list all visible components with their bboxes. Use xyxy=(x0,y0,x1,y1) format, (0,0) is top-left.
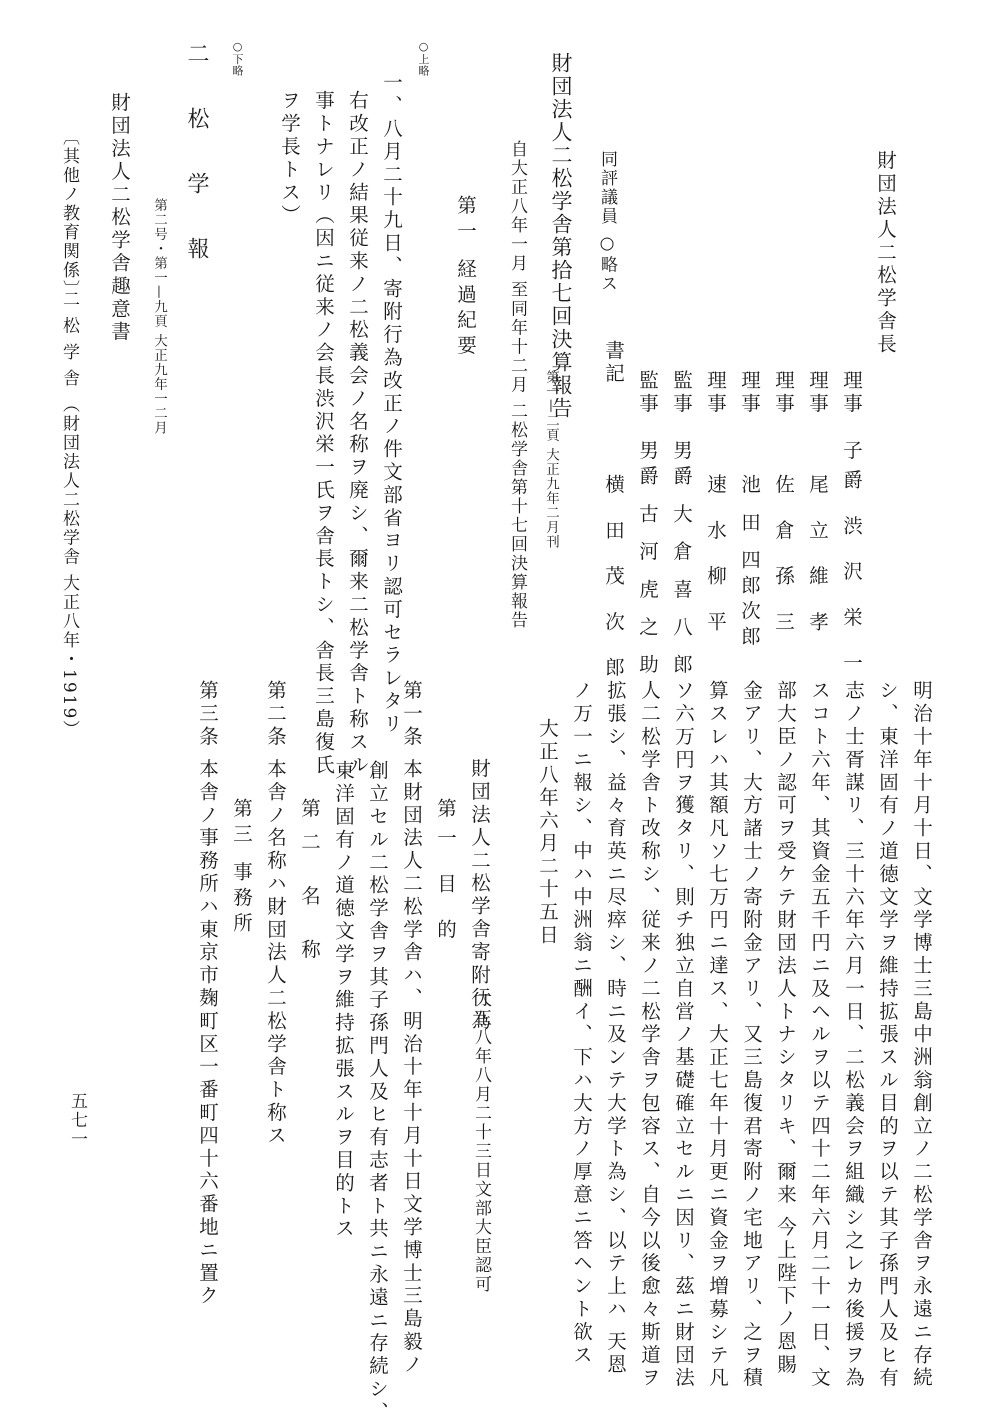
item1-line-3: 事トナレリ（因ニ従来ノ会長渋沢栄一氏ヲ舎長トシ、舎長三島復氏 xyxy=(312,90,335,777)
president-title: 財団法人二松学舎長 xyxy=(874,150,897,357)
officer-name-8: 横 田 茂 次 郎 xyxy=(602,474,625,687)
officer-role-6: 監事 xyxy=(670,370,693,416)
shuisho-title: 財団法人二松学舎趣意書 xyxy=(108,92,131,344)
officer-role-2: 理事 xyxy=(806,370,829,416)
officer-name-6: 男爵 大 倉 喜 八 郎 xyxy=(670,440,693,680)
officer-name-1: 子爵 渋 沢 栄 一 xyxy=(840,440,863,682)
report-title: 財団法人二松学舎第拾七回決算報告 xyxy=(549,52,573,420)
shuisho-line-7: 算スレハ其額凡ソ七万円ニ達ス、大正七年十月更ニ資金ヲ増募シテ凡 xyxy=(706,680,729,1390)
article2-text: 第二条 本舎ノ名称ハ財団法人二松学舎ト称ス xyxy=(264,680,287,1148)
shuisho-line-10: 拡張シ、益々育英ニ尽瘁シ、時ニ及ンテ大学ト為シ、以テ上ハ 天恩 xyxy=(604,680,627,1377)
shuisho-line-8: ソ六万円ヲ獲タリ、則チ独立自営ノ基礎確立セルニ因リ、茲ニ財団法 xyxy=(672,680,695,1390)
officer-name-7: 男爵 古 河 虎 之 助 xyxy=(636,440,659,680)
officer-name-2: 尾 立 維 孝 xyxy=(806,474,829,641)
chapter-two-heading: 第二 名 称 xyxy=(298,798,321,973)
section-one-heading: 第一 経過紀要 xyxy=(454,195,477,361)
officer-name-3: 佐 倉 孫 三 xyxy=(772,474,795,641)
chapter-one-heading: 第一 目 的 xyxy=(434,798,457,949)
shuisho-line-5: 部大臣ノ認可ヲ受ケテ財団法人トナシタリキ、爾来 今上陛下ノ恩賜 xyxy=(774,680,797,1377)
shuisho-line-1: 明治十年十月十日、文学博士三島中洲翁創立ノ二松学舎ヲ永遠ニ存続 xyxy=(910,680,933,1390)
report-period: 自大正八年一月 至同年十二月 二松学舎第十七回決算報告 xyxy=(507,140,527,630)
officer-role-5: 理事 xyxy=(704,370,727,416)
kifu-approval: 大正八年八月二十三日文部大臣認可 xyxy=(471,990,491,1294)
officer-role-8: 書記 xyxy=(602,340,625,386)
officer-role-7: 監事 xyxy=(636,370,659,416)
report-source: 第一—二頁 大正九年二月刊 xyxy=(543,370,559,550)
shuisho-line-2: シ、東洋固有ノ道徳文学ヲ維持拡張スル目的ヲ以テ其子孫門人及ヒ有 xyxy=(876,680,899,1390)
article3-text: 第三条 本舎ノ事務所ハ東京市麹町区一番町四十六番地ニ置ク xyxy=(196,680,219,1308)
officer-role-1: 理事 xyxy=(840,370,863,416)
shuisho-line-4: スコト六年、其資金五千円ニ及ヘルヲ以テ四十二年六月二十一日、文 xyxy=(808,680,831,1390)
article1-line-1: 第一条 本財団法人二松学舎ハ、明治十年十月十日文学博士三島毅ノ xyxy=(400,680,423,1377)
officer-role-4: 理事 xyxy=(738,370,761,416)
article1-line-2: 創立セル二松学舎ヲ其子孫門人及ヒ有志者ト共ニ永遠ニ存続シ、 xyxy=(366,760,389,1424)
officer-name-4: 池 田 四郎次郎 xyxy=(738,474,761,652)
gakuho-source: 第二号・第一—九頁 大正九年一二月 xyxy=(151,198,167,436)
karyaku-note: ○下略 xyxy=(231,40,244,77)
officer-role-3: 理事 xyxy=(772,370,795,416)
officer-name-5: 速 水 柳 平 xyxy=(704,474,727,641)
shuisho-line-9: 人二松学舎ト改称シ、従来ノ二松学舎ヲ包容ス、自今以後愈々斯道ヲ xyxy=(638,680,661,1390)
category-heading: 〔其他ノ教育関係〕 xyxy=(59,128,79,299)
article1-line-3: 東洋固有ノ道徳文学ヲ維持拡張スルヲ目的トス xyxy=(332,760,355,1241)
item1-line-2: 右改正ノ結果従来ノ二松義会ノ名称ヲ廃シ、爾来二松学舎ト称スル xyxy=(346,90,369,777)
shuisho-line-6: 金アリ、大方諸士ノ寄附金アリ、又三島復君寄附ノ宅地アリ、之ヲ積 xyxy=(740,680,763,1390)
shuisho-line-11: ノ万一ニ報シ、中ハ中洲翁ニ酬イ、下ハ大方ノ厚意ニ答ヘント欲ス xyxy=(570,680,593,1367)
kifu-title: 財団法人二松学舎寄附行為 xyxy=(468,758,491,1033)
item1-line-4: ヲ学長トス） xyxy=(278,90,301,228)
joryaku-note: ○上略 xyxy=(417,40,430,77)
nisho-gakuho-title: 二 松 学 報 xyxy=(184,42,209,277)
councilors-note: 同評議員 ○略ス xyxy=(597,150,617,294)
running-head: 二 松 学 舎 （財団法人二松学舎 大正八年・1919） xyxy=(59,290,79,740)
item1-line-1: 一、八月二十九日、寄附行為改正ノ件文部省ヨリ認可セラレタリ xyxy=(380,72,403,737)
chapter-three-heading: 第三 事務所 xyxy=(230,798,253,938)
page-number: 五七一 xyxy=(67,1092,87,1149)
shuisho-line-3: 志ノ士胥謀リ、三十六年六月一日、二松義会ヲ組織シ之レカ後援ヲ為 xyxy=(842,680,865,1390)
shuisho-date: 大正八年六月二十五日 xyxy=(536,718,559,947)
